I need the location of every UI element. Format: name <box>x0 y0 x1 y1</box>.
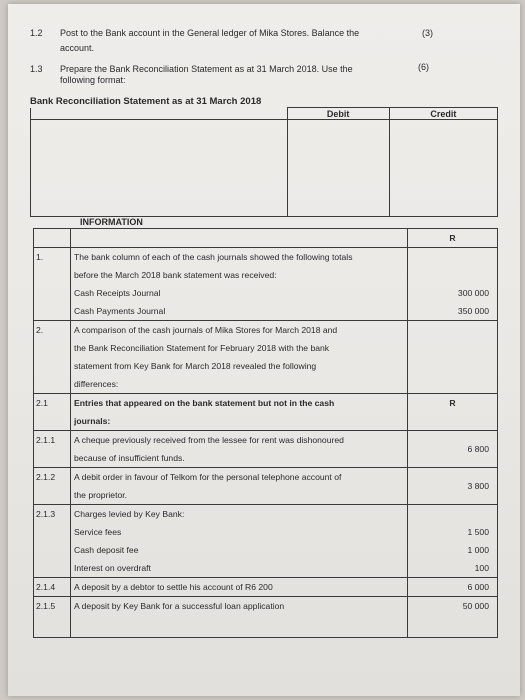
item-line: before the March 2018 bank statement was received: <box>74 270 277 280</box>
amount-line: 3 800 <box>467 481 489 491</box>
item-number: 2.1 <box>34 394 71 431</box>
item-number: 2.1.4 <box>34 578 71 597</box>
item-line: the Bank Reconciliation Statement for February 2018 with the bank <box>74 343 330 353</box>
amount-line <box>411 266 489 284</box>
item-number: 2. <box>34 321 71 394</box>
marks-label: (3) <box>422 28 433 38</box>
credit-cell <box>389 120 497 217</box>
table-row <box>34 597 498 638</box>
item-line: because of insufficient funds. <box>74 453 185 463</box>
amount-line: 1 500 <box>467 527 489 537</box>
blank-header <box>31 108 288 120</box>
item-line: The bank column of each of the cash journals showed the following totals <box>74 252 353 262</box>
item-line: Cash Receipts Journal <box>74 288 161 298</box>
info-header-text <box>71 229 408 248</box>
question-text <box>60 28 359 54</box>
item-line: Interest on overdraft <box>74 563 151 573</box>
item-line: A comparison of the cash journals of Mika Stores for March 2018 and <box>74 325 338 335</box>
question-number: 1.2 <box>30 28 43 38</box>
table-row <box>34 578 498 597</box>
currency-header: R <box>408 229 498 248</box>
question-line: following format: <box>60 75 126 85</box>
item-text <box>71 431 408 468</box>
amount-line: 6 000 <box>467 582 489 592</box>
amount-line: 100 <box>474 563 489 573</box>
item-text <box>71 248 408 321</box>
item-text <box>71 578 408 597</box>
reconciliation-table <box>30 107 498 217</box>
question-number: 1.3 <box>30 64 43 74</box>
debit-header: Debit <box>287 108 389 120</box>
amount-line: 50 000 <box>462 601 489 611</box>
item-line: A deposit by a debtor to settle his account of R6 200 <box>74 582 273 592</box>
question-text <box>60 64 353 86</box>
item-number: 2.1.2 <box>34 468 71 505</box>
item-amount <box>408 431 498 468</box>
information-table <box>33 228 498 638</box>
table-row <box>34 468 498 505</box>
item-text <box>71 597 408 638</box>
table-row <box>34 248 498 321</box>
table-row <box>34 431 498 468</box>
question-line: Post to the Bank account in the General ledger of Mika Stores. Balance the <box>60 28 360 38</box>
credit-header: Credit <box>389 108 497 120</box>
debit-cell <box>287 120 389 217</box>
table-row <box>34 505 498 578</box>
question-line: Prepare the Bank Reconciliation Statement as at 31 March 2018. Use the <box>60 64 353 74</box>
item-amount <box>408 597 498 638</box>
amount-line: 1 000 <box>467 545 489 555</box>
amount-line <box>411 505 489 523</box>
item-line: Cash deposit fee <box>74 545 139 555</box>
description-cell <box>31 120 288 217</box>
item-text <box>71 468 408 505</box>
item-line: differences: <box>74 379 119 389</box>
item-line: statement from Key Bank for March 2018 revealed the following <box>74 361 317 371</box>
amount-line: 300 000 <box>457 288 489 298</box>
item-amount <box>408 505 498 578</box>
info-header-num <box>34 229 71 248</box>
item-line: A deposit by Key Bank for a successful loan application <box>74 601 285 611</box>
table-row <box>34 321 498 394</box>
item-line: A debit order in favour of Telkom for the personal telephone account of <box>74 472 342 482</box>
item-amount <box>408 321 498 394</box>
exam-page <box>8 4 520 696</box>
item-line: Charges levied by Key Bank: <box>74 509 185 519</box>
item-line: A cheque previously received from the lessee for rent was dishonoured <box>74 435 344 445</box>
amount-line: 6 800 <box>467 444 489 454</box>
question-line: account. <box>60 43 95 53</box>
item-number: 2.1.3 <box>34 505 71 578</box>
item-text <box>71 321 408 394</box>
item-amount <box>408 394 498 431</box>
item-line: journals: <box>74 416 111 426</box>
item-line: Entries that appeared on the bank statement but not in the cash <box>74 398 335 408</box>
amount-line: 350 000 <box>457 306 489 316</box>
table-row <box>34 394 498 431</box>
item-number: 1. <box>34 248 71 321</box>
amount-line: R <box>449 398 456 408</box>
item-line: Cash Payments Journal <box>74 306 166 316</box>
item-text <box>71 505 408 578</box>
item-text <box>71 394 408 431</box>
item-amount <box>408 468 498 505</box>
item-amount <box>408 578 498 597</box>
information-title: INFORMATION <box>80 217 143 227</box>
item-amount <box>408 248 498 321</box>
item-number: 2.1.5 <box>34 597 71 638</box>
statement-title: Bank Reconciliation Statement as at 31 March 2018 <box>30 96 262 107</box>
item-line: Service fees <box>74 527 122 537</box>
marks-label: (6) <box>418 62 429 72</box>
item-line: the proprietor. <box>74 490 128 500</box>
item-number: 2.1.1 <box>34 431 71 468</box>
amount-line <box>411 248 489 266</box>
